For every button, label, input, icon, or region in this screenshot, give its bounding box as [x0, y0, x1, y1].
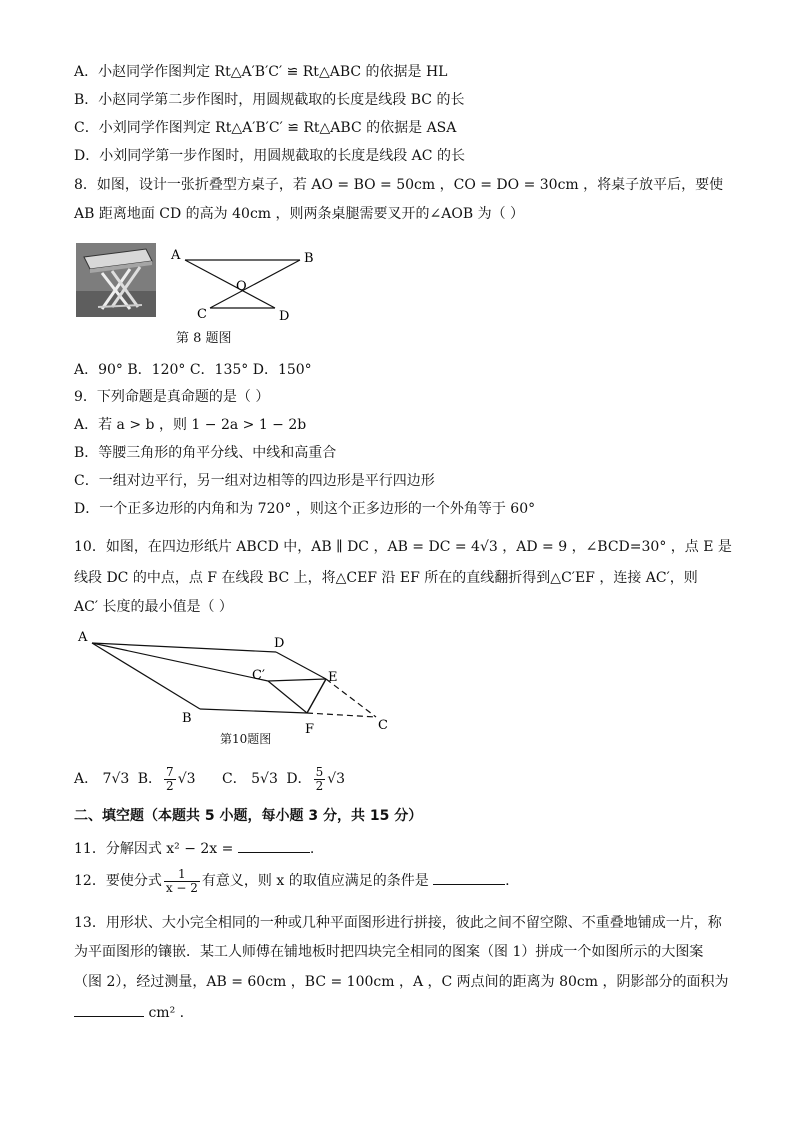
- q9-option-a: A．若 a > b ，则 1 − 2a > 1 − 2b: [74, 417, 307, 433]
- q12-numerator: 1: [164, 868, 200, 882]
- q12-end: .: [505, 873, 510, 889]
- q11-text: 11．分解因式 x² − 2x =: [74, 841, 234, 857]
- q10-label-c: C: [378, 718, 388, 733]
- q8-options: A．90° B．120° C．135° D．150°: [74, 362, 312, 378]
- q8-label-o: O: [236, 279, 247, 294]
- q10-option-d-numerator: 5: [315, 764, 324, 779]
- q10-option-b-fraction: [164, 766, 176, 793]
- q10-option-d-root: √3: [327, 771, 346, 787]
- q10-option-b-denominator: 2: [166, 778, 174, 793]
- q8-label-d: D: [279, 309, 290, 324]
- q8-label-b: B: [304, 251, 314, 266]
- q13-line4: [74, 1002, 724, 1023]
- q10-label-c-prime: C′: [252, 668, 265, 683]
- q10-diagram: [70, 625, 410, 745]
- q11: [74, 838, 724, 859]
- q9-option-b: B．等腰三角形的角平分线、中线和高重合: [74, 445, 337, 461]
- q13-unit: cm² .: [148, 1005, 185, 1021]
- q10-stem-line3: AC′ 长度的最小值是（ ）: [74, 599, 233, 615]
- q8-stem-line2: AB 距离地面 CD 的高为 40cm ，则两条桌腿需要叉开的∠AOB 为（ ）: [74, 206, 525, 222]
- q10-label-f: F: [305, 722, 315, 737]
- q10-label-d: D: [274, 636, 285, 651]
- q12-fraction: [164, 868, 200, 895]
- q12: [74, 864, 724, 898]
- q9-option-d: D．一个正多边形的内角和为 720° ，则这个正多边形的一个外角等于 60°: [74, 501, 536, 517]
- q9-stem: 9．下列命题是真命题的是（ ）: [74, 389, 270, 405]
- folding-table-photo: [76, 243, 156, 317]
- q8-stem-line1: 8．如图，设计一张折叠型方桌子，若 AO = BO = 50cm ，CO = DO = 30cm ，将桌子放平后，要使: [74, 177, 724, 193]
- section-fill-in-heading: 二、填空题（本题共 5 小题，每小题 3 分，共 15 分）: [74, 808, 423, 824]
- q13-line3: （图 2），经过测量，AB = 60cm ，BC = 100cm ，A ，C 两点间的距离为 80cm ，阴影部分的面积为: [74, 974, 729, 990]
- q10-option-d-prefix: D．: [286, 771, 312, 787]
- q10-option-d-fraction: [314, 766, 326, 793]
- q12-answer-blank[interactable]: [433, 870, 505, 885]
- q7-option-a: A．小赵同学作图判定 Rt△A′B′C′ ≌ Rt△ABC 的依据是 HL: [74, 64, 448, 80]
- q8-label-a: A: [171, 248, 181, 263]
- q8-diagram: [165, 240, 315, 325]
- q8-figure-caption: 第 8 题图: [176, 331, 232, 346]
- q10-figure-caption: 第10题图: [220, 732, 272, 746]
- q10-option-d-denominator: 2: [315, 778, 324, 793]
- q7-option-b: B．小赵同学第二步作图时，用圆规截取的长度是线段 BC 的长: [74, 92, 465, 108]
- q10-option-a: A． 7√3: [74, 771, 130, 787]
- q8-label-c: C: [197, 307, 207, 322]
- q10-option-b-root: √3: [177, 771, 196, 787]
- q10-option-c: C． 5√3: [221, 771, 278, 787]
- q7-option-d: D．小刘同学第一步作图时，用圆规截取的长度是线段 AC 的长: [74, 148, 465, 164]
- q10-stem-line2: 线段 DC 的中点，点 F 在线段 BC 上，将△CEF 沿 EF 所在的直线翻折得到△C′EF ，连接 AC′，则: [74, 570, 698, 586]
- q10-label-e: E: [328, 670, 338, 685]
- q10-label-b: B: [182, 711, 192, 726]
- q12-denominator: x − 2: [165, 880, 198, 895]
- q10-option-b-numerator: 7: [166, 764, 174, 779]
- q12-prefix: 12．要使分式: [74, 873, 162, 889]
- q13-line1: 13．用形状、大小完全相同的一种或几种平面图形进行拼接，彼此之间不留空隙、不重叠地铺成一片，称: [74, 915, 722, 931]
- q13-line2: 为平面图形的镶嵌．某工人师傅在铺地板时把四块完全相同的图案（图 1）拼成一个如图所示的大图案: [74, 944, 704, 960]
- q7-option-c: C．小刘同学作图判定 Rt△A′B′C′ ≌ Rt△ABC 的依据是 ASA: [74, 120, 457, 136]
- q10-stem-line1: 10．如图，在四边形纸片 ABCD 中，AB ∥ DC ，AB = DC = 4√3 ，AD = 9 ，∠BCD=30° ，点 E 是: [74, 539, 732, 555]
- q12-suffix: 有意义，则 x 的取值应满足的条件是: [201, 873, 429, 889]
- q10-label-a: A: [78, 630, 88, 645]
- q10-option-b-prefix: B．: [137, 771, 163, 787]
- q9-option-c: C．一组对边平行，另一组对边相等的四边形是平行四边形: [74, 473, 435, 489]
- q11-end: .: [309, 841, 315, 857]
- q10-options: [74, 762, 724, 796]
- q13-answer-blank[interactable]: [74, 1002, 144, 1017]
- q11-answer-blank[interactable]: [238, 838, 310, 853]
